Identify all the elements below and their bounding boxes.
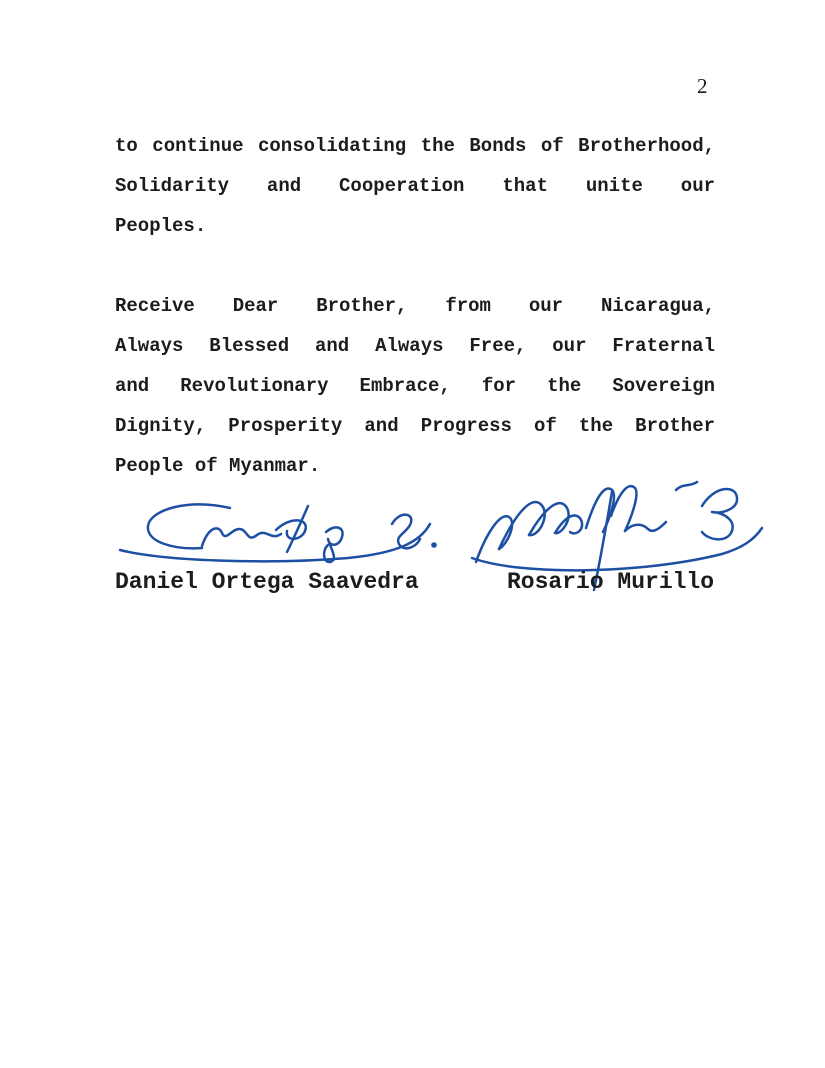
page-number: 2: [697, 74, 708, 98]
signatory-name-rosario-murillo: Rosario Murillo: [507, 569, 715, 595]
text-line: to continue consolidating the Bonds of Brotherhood,: [115, 135, 715, 157]
text-line: People of Myanmar.: [115, 455, 321, 477]
text-line: Peoples.: [115, 215, 207, 237]
signature-daniel-ortega: [108, 498, 438, 578]
text-line: Dignity, Prosperity and Progress of the Brother: [115, 415, 715, 437]
paragraph-farewell: [115, 286, 715, 486]
text-line: Receive Dear Brother, from our Nicaragua,: [115, 295, 715, 317]
letter-body: [115, 126, 715, 526]
text-line: and Revolutionary Embrace, for the Sovereign: [115, 375, 715, 397]
paragraph-brotherhood: [115, 126, 715, 246]
signature-block: [0, 470, 825, 640]
text-line: Solidarity and Cooperation that unite our: [115, 175, 715, 197]
signatory-name-daniel-ortega: Daniel Ortega Saavedra: [115, 569, 419, 595]
text-line: Always Blessed and Always Free, our Fraternal: [115, 335, 715, 357]
